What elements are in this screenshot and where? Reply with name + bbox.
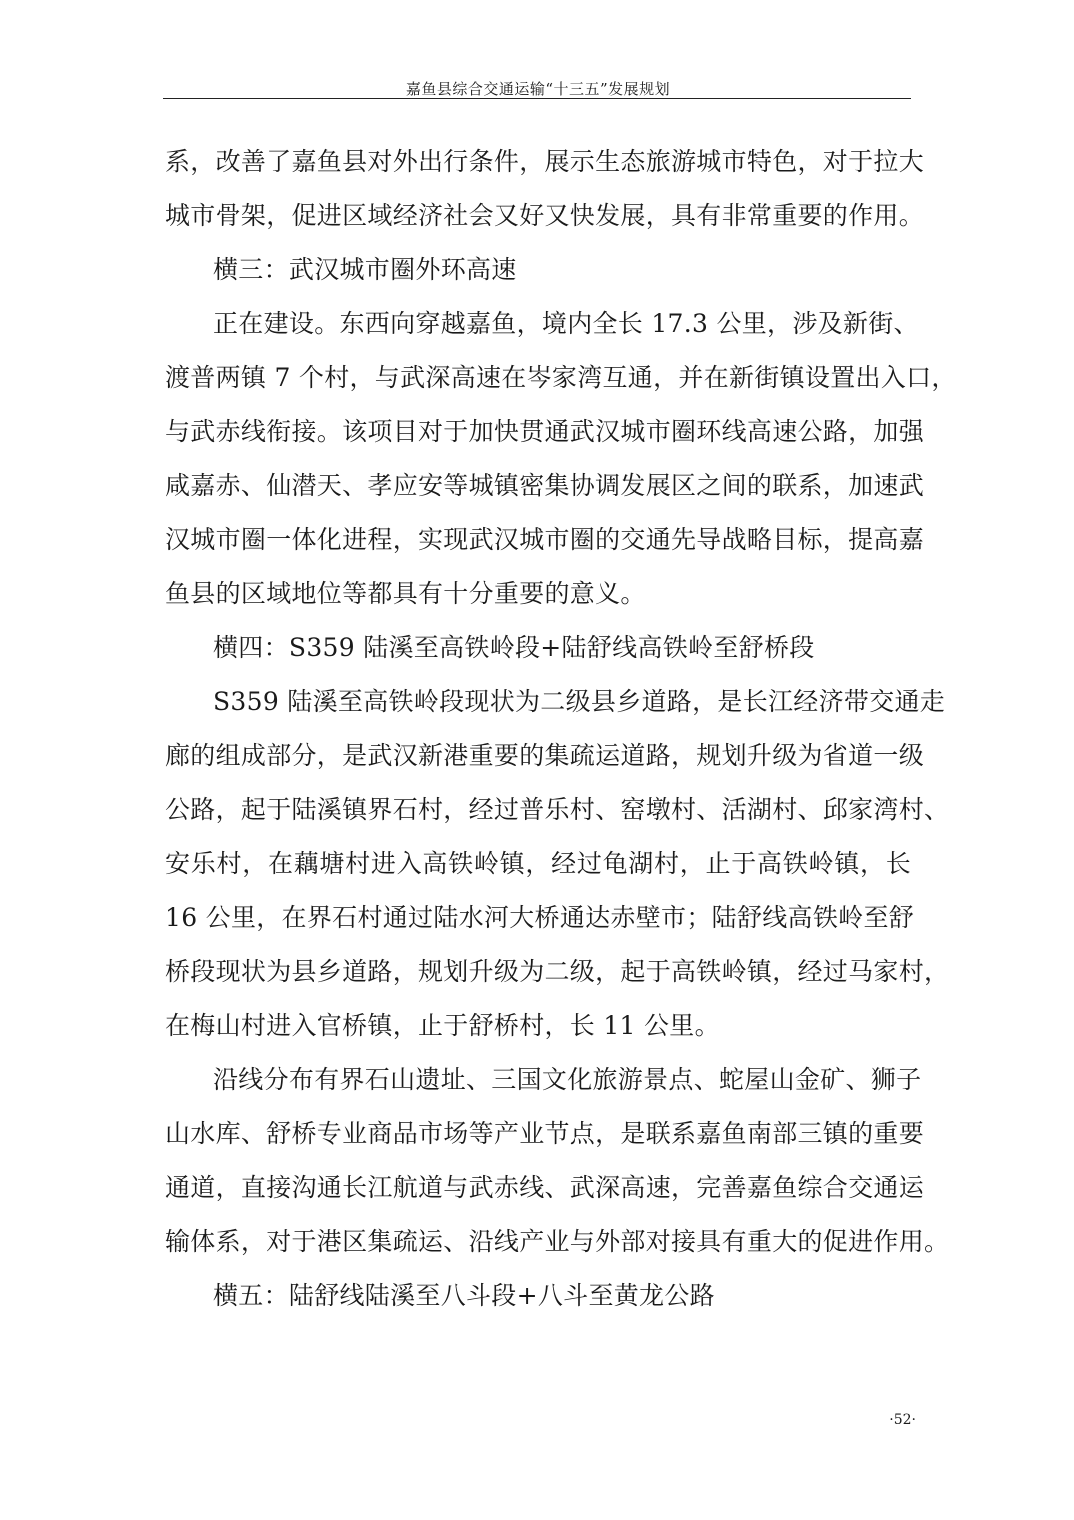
document-body <box>165 135 957 1323</box>
text-line: 横五：陆舒线陆溪至八斗段+八斗至黄龙公路 <box>213 1281 715 1310</box>
text-line: 山水库、舒桥专业商品市场等产业节点，是联系嘉鱼南部三镇的重要 <box>165 1119 925 1148</box>
text-line: 在梅山村进入官桥镇，止于舒桥村，长 11 公里。 <box>165 1011 720 1040</box>
header-divider <box>163 98 911 99</box>
text-line: 廊的组成部分，是武汉新港重要的集疏运道路，规划升级为省道一级 <box>165 741 925 770</box>
text-line: 沿线分布有界石山遗址、三国文化旅游景点、蛇屋山金矿、狮子 <box>213 1065 922 1094</box>
running-header-title: 嘉鱼县综合交通运输“十三五”发展规划 <box>405 80 671 98</box>
text-line: 城市骨架，促进区域经济社会又好又快发展，具有非常重要的作用。 <box>165 201 925 230</box>
text-line: 正在建设。东西向穿越嘉鱼，境内全长 17.3 公里，涉及新街、 <box>213 309 919 338</box>
text-line: 16 公里，在界石村通过陆水河大桥通达赤壁市；陆舒线高铁岭至舒 <box>165 903 915 932</box>
text-line: 通道，直接沟通长江航道与武赤线、武深高速，完善嘉鱼综合交通运 <box>165 1173 925 1202</box>
text-line: 桥段现状为县乡道路，规划升级为二级，起于高铁岭镇，经过马家村， <box>165 957 950 986</box>
text-line: 输体系，对于港区集疏运、沿线产业与外部对接具有重大的促进作用。 <box>165 1227 950 1256</box>
text-line: 横四：S359 陆溪至高铁岭段+陆舒线高铁岭至舒桥段 <box>213 633 815 662</box>
text-line: 鱼县的区域地位等都具有十分重要的意义。 <box>165 579 646 608</box>
page-number: ·52· <box>889 1412 916 1428</box>
text-line: 横三：武汉城市圈外环高速 <box>213 255 517 284</box>
text-line: 渡普两镇 7 个村，与武深高速在岑家湾互通，并在新街镇设置出入口， <box>165 363 957 392</box>
text-line: 与武赤线衔接。该项目对于加快贯通武汉城市圈环线高速公路，加强 <box>165 417 925 446</box>
text-line: 咸嘉赤、仙潜天、孝应安等城镇密集协调发展区之间的联系，加速武 <box>165 471 925 500</box>
text-line: 安乐村，在藕塘村进入高铁岭镇，经过龟湖村，止于高铁岭镇，长 <box>165 849 911 878</box>
text-line: 汉城市圈一体化进程，实现武汉城市圈的交通先导战略目标，提高嘉 <box>165 525 925 554</box>
text-line: 系，改善了嘉鱼县对外出行条件，展示生态旅游城市特色，对于拉大 <box>165 147 925 176</box>
text-line: 公路，起于陆溪镇界石村，经过普乐村、窑墩村、活湖村、邱家湾村、 <box>165 795 950 824</box>
text-line: S359 陆溪至高铁岭段现状为二级县乡道路，是长江经济带交通走 <box>213 687 946 716</box>
